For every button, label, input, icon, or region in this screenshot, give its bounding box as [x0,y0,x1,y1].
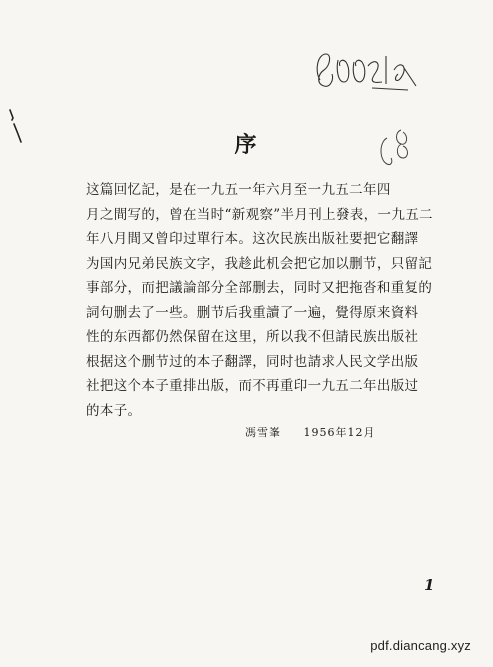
body-line: 事部分，而把議論部分全部删去，同时又把拖沓和重复的 [86,280,433,296]
body-line: 的本子。 [86,402,142,419]
preface-body [86,178,438,423]
body-line: 为国内兄弟民族文字，我趁此机会把它加以删节，只留記 [86,255,433,272]
author-name: 馮雪峯 [245,426,281,439]
body-line: 年八月間又曾印过單行本。这次民族出版社要把它翻譯 [86,231,419,247]
body-line: 性的东西都仍然保留在这里，所以我不但請民族出版社 [86,329,419,345]
body-line: 社把这个本子重排出版，而不再重印一九五二年出版过 [86,378,419,394]
signature-date: 1956年12月 [303,426,376,439]
source-watermark: pdf.diancang.xyz [370,638,471,653]
author-signature [245,424,376,440]
page-title: 序 [234,132,259,158]
handwritten-catalog-number [312,40,422,100]
page-number: 1 [424,576,435,594]
body-line: 根据这个删节过的本子翻譯，同时也請求人民文学出版 [86,353,419,370]
body-line: 月之間写的，曾在当时“新观察”半月刊上發表，一九五二 [86,206,433,223]
body-line: 这篇回忆記，是在一九五一年六月至一九五二年四 [86,182,391,198]
body-line: 詞句删去了一些。删节后我重讀了一遍，覺得原来資料 [86,304,419,321]
